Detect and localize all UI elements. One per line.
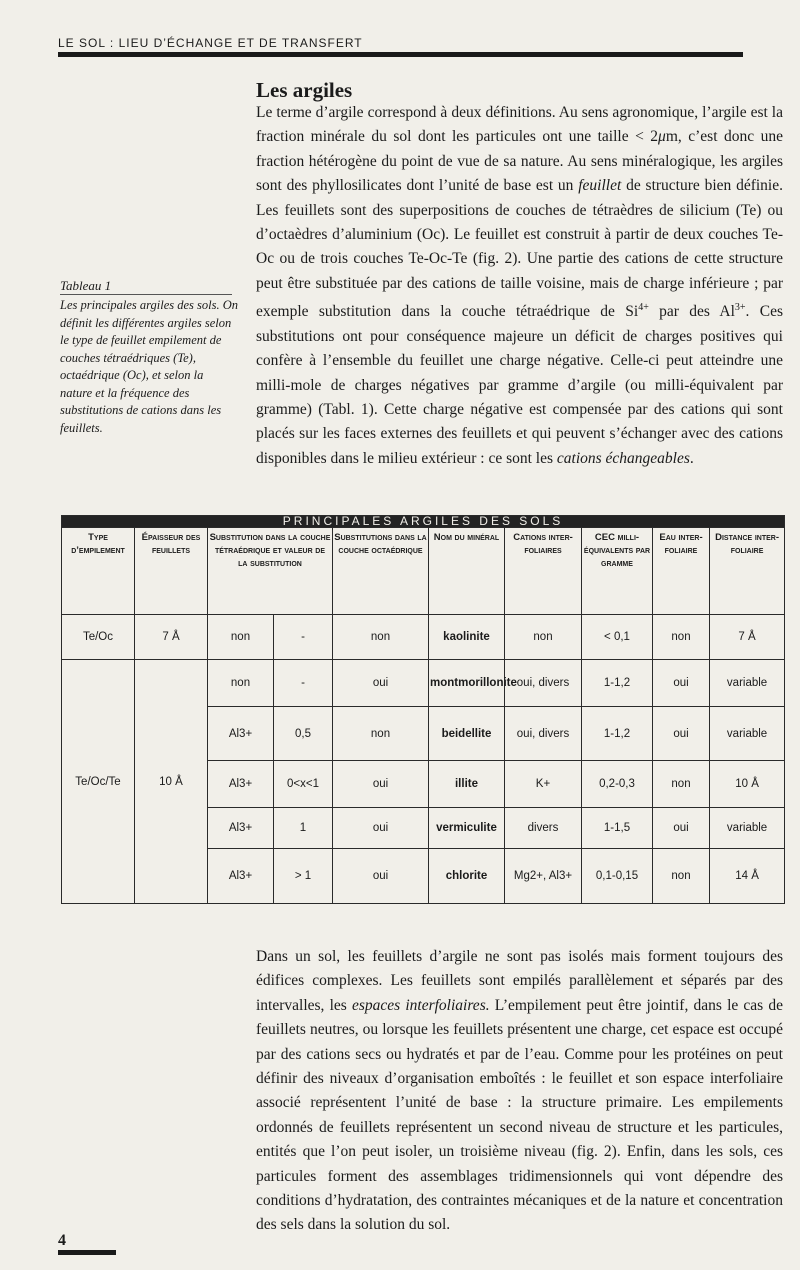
header-epaisseur: Épaisseur des feuillets: [135, 528, 208, 615]
section-title: Les argiles: [256, 78, 353, 102]
cell-cec: 1-1,5: [582, 808, 653, 849]
cell-distance: 14 Å: [710, 849, 785, 904]
cell-cations: divers: [505, 808, 582, 849]
cell-eau: non: [653, 849, 710, 904]
cell-distance: variable: [710, 808, 785, 849]
cell-mineral: chlorite: [429, 849, 505, 904]
table-row: [62, 615, 785, 660]
cell-subst-oc: non: [333, 707, 429, 761]
p2-text-2: L’empilement peut être jointif, dans le cas de feuillets neutres, ou lorsque les feuillets présentent une charge, cet espace est occupé par des cations secs ou hydratés et par de l’eau. Comme pour les protéines on peut définir des niveaux d’organisation emboîtés : le feuillet et son espace interfoliaire associé représentent l’unité de base : la structure primaire. Les empilements ordonnés de feuillets représentent un second niveau de structure et les particules, entités que l’on peut isoler, un troisième niveau (fig. 2). Enfin, dans les sols, ces particules forment des assemblages tridimensionnels qui vont dépendre des conditions d’hydratation, des contraintes mécaniques et de la nature et concentration des sels dans la solution du sol.: [256, 996, 783, 1234]
paragraph-argiles-definition: [256, 101, 783, 471]
cell-mineral: beidellite: [429, 707, 505, 761]
cell-cec: < 0,1: [582, 615, 653, 660]
cell-substitution: Al3+: [208, 808, 274, 849]
cell-valeur: 1: [274, 808, 333, 849]
cell-valeur: > 1: [274, 849, 333, 904]
table-caption-label: Tableau 1: [60, 278, 112, 293]
table-caption-text: Les principales argiles des sols. On définit les différentes argiles selon le type de feuillet empilement de couches tétraédriques (Te), octaédrique (Oc), et selon la nature et la fréquence des substitutions de cations dans les feuillets.: [60, 298, 239, 435]
cell-valeur: -: [274, 660, 333, 707]
cell-valeur: 0,5: [274, 707, 333, 761]
cell-subst-oc: oui: [333, 761, 429, 808]
cell-eau: non: [653, 615, 710, 660]
cell-cations: oui, divers: [505, 707, 582, 761]
cell-subst-oc: oui: [333, 660, 429, 707]
term-espaces-interfoliaires: espaces interfoliaires.: [351, 996, 490, 1014]
cell-substitution: non: [208, 660, 274, 707]
cell-mineral: vermiculite: [429, 808, 505, 849]
header-substitution-te: Substitution dans la couche tétraédrique et valeur de la substitution: [208, 528, 333, 615]
header-eau: Eau inter-foliaire: [653, 528, 710, 615]
cell-subst-oc: oui: [333, 849, 429, 904]
header-cations: Cations inter-foliaires: [505, 528, 582, 615]
si-charge: 4+: [638, 302, 649, 314]
cell-eau: oui: [653, 808, 710, 849]
cell-distance: variable: [710, 660, 785, 707]
header-cec: CEC milli-équivalents par gramme: [582, 528, 653, 615]
header-substitution-oc: Substitutions dans la couche octaédrique: [333, 528, 429, 615]
cell-cec: 0,2-0,3: [582, 761, 653, 808]
running-header: LE SOL : LIEU D’ÉCHANGE ET DE TRANSFERT: [58, 36, 363, 50]
cell-valeur: -: [274, 615, 333, 660]
cell-substitution: Al3+: [208, 761, 274, 808]
cell-type: Te/Oc/Te: [62, 660, 135, 904]
cell-mineral: illite: [429, 761, 505, 808]
al-charge: 3+: [734, 302, 746, 314]
cell-cations: K+: [505, 761, 582, 808]
cell-cations: non: [505, 615, 582, 660]
cell-subst-oc: oui: [333, 808, 429, 849]
mu-symbol: μ: [658, 128, 666, 146]
cell-eau: non: [653, 761, 710, 808]
term-feuillet: feuillet: [578, 177, 622, 195]
cell-cec: 1-1,2: [582, 707, 653, 761]
p1-text-3: de structure bien définie. Les feuillets sont des superpositions de couches de tétraèdres de silicium (Te) ou d’octaèdres d’aluminium (Oc). Le feuillet est construit à partir de deux couches Te-Oc ou de trois couches Te-Oc-Te (fig. 2). Une partie des cations de cette structure peut être substituée par des cations de taille voisine, mais de charge inférieure ; par exemple substitution dans la couche tétraédrique de Si: [256, 177, 783, 321]
header-type: Type d’empilement: [62, 528, 135, 615]
cell-mineral: montmorillonite: [429, 660, 505, 707]
cell-distance: 7 Å: [710, 615, 785, 660]
cell-substitution: non: [208, 615, 274, 660]
p1-text-2: m, c’est donc une fraction hétérogène du point de vue de sa nature. Au sens minéralogique, les argiles sont des phyllosilicates dont l’unité de base est un: [256, 128, 783, 195]
cell-cec: 0,1-0,15: [582, 849, 653, 904]
cell-subst-oc: non: [333, 615, 429, 660]
cell-cations: oui, divers: [505, 660, 582, 707]
cell-cec: 1-1,2: [582, 660, 653, 707]
cell-cations: Mg2+, Al3+: [505, 849, 582, 904]
cell-distance: 10 Å: [710, 761, 785, 808]
header-rule: [58, 52, 743, 57]
cell-eau: oui: [653, 707, 710, 761]
cell-mineral: kaolinite: [429, 615, 505, 660]
p2-text-1: Dans un sol, les feuillets d’argile ne sont pas isolés mais forment toujours des édifices complexes. Les feuillets sont empilés parallèlement et séparés par des intervalles, les: [256, 948, 783, 1014]
p1-text-1: Le terme d’argile correspond à deux définitions. Au sens agronomique, l’argile est la fraction minérale du sol dont les particules ont une taille < 2: [256, 104, 783, 146]
cell-valeur: 0<x<1: [274, 761, 333, 808]
table-title: PRINCIPALES ARGILES DES SOLS: [62, 516, 785, 528]
page-number: 4: [58, 1232, 66, 1249]
cell-epaisseur: 7 Å: [135, 615, 208, 660]
paragraph-feuillets: [256, 945, 783, 1238]
cell-substitution: Al3+: [208, 849, 274, 904]
table-row: [62, 660, 785, 707]
caption-rule: [60, 294, 232, 295]
cell-epaisseur: 10 Å: [135, 660, 208, 904]
cell-eau: oui: [653, 660, 710, 707]
p1-text-4: par des Al: [648, 303, 735, 321]
p1-text-6: .: [689, 449, 694, 467]
term-cations-echangeables: cations échangeables: [556, 449, 690, 467]
cell-substitution: Al3+: [208, 707, 274, 761]
header-distance: Distance inter-foliaire: [710, 528, 785, 615]
p1-text-5: . Ces substitutions ont pour conséquence majeure un déficit de charges positives qui confère à l’ensemble du feuillet une charge négative. Celle-ci peut atteindre une milli-mole de charges négatives par gramme d’argile (ou milli-équivalent par gramme) (Tabl. 1). Cette charge négative est compensée par des cations qui sont placés sur les faces externes des feuillets et qui peuvent s’échanger avec des cations disponibles dans le milieu extérieur : ce sont les: [256, 303, 783, 467]
cell-type: Te/Oc: [62, 615, 135, 660]
cell-distance: variable: [710, 707, 785, 761]
footer-rule: [58, 1250, 116, 1255]
header-nom: Nom du minéral: [429, 528, 505, 615]
clay-table: [61, 515, 785, 904]
